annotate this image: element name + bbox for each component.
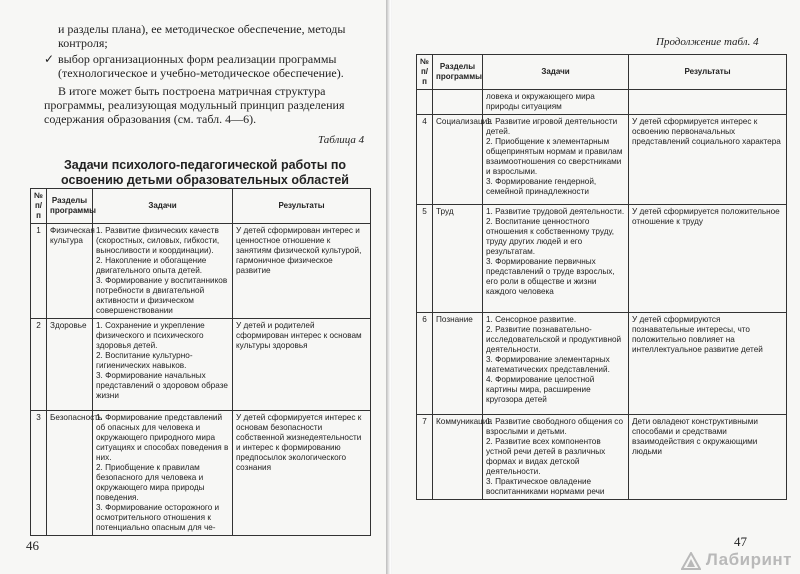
conclusion-paragraph: В итоге может быть построена матричная структура программы, реализующая модульный принцип разделения содержания образования (см. табл. 4—6). xyxy=(44,84,345,126)
task-line: 3. Формирование начальных представлений о здоровом образе жизни xyxy=(96,371,228,400)
table-row xyxy=(31,411,371,536)
paragraph-top: и разделы плана), ее методическое обеспечение, методы контроля; xyxy=(58,22,346,50)
task-line: 1. Развитие трудовой деятельности. xyxy=(486,207,625,216)
header-tasks: Задачи xyxy=(93,189,233,224)
header-num: № п/п xyxy=(417,55,433,90)
row-tasks xyxy=(483,313,629,415)
header-section: Разделы программы xyxy=(47,189,93,224)
table-title: Задачи психолого-педагогической работы по освоению детьми образовательных областей xyxy=(61,158,349,187)
row-section: Познание xyxy=(433,313,483,415)
table-row xyxy=(417,205,787,313)
task-line: 2. Приобщение к элементарным общепринятым нормам и правилам взаимоотношения со сверстниками и взрослыми. xyxy=(486,137,623,176)
task-line: 2. Воспитание культурно-гигиенических навыков. xyxy=(96,351,193,370)
row-num: 1 xyxy=(31,224,47,319)
table-row xyxy=(417,313,787,415)
row-num: 6 xyxy=(417,313,433,415)
header-results: Результаты xyxy=(629,55,787,90)
table-label: Таблица 4 xyxy=(318,134,365,146)
task-line: 1. Развитие игровой деятельности детей. xyxy=(486,117,618,136)
row-num: 5 xyxy=(417,205,433,313)
table-left xyxy=(30,188,371,536)
row-section: Физическая культура xyxy=(47,224,93,319)
watermark-text: Лабиринт xyxy=(705,550,792,569)
row-tasks xyxy=(483,205,629,313)
row-section: Безопасность xyxy=(47,411,93,536)
row-results: У детей и родителей сформирован интерес к основам культуры здоровья xyxy=(233,319,371,411)
header-section: Разделы программы xyxy=(433,55,483,90)
header-num: № п/п xyxy=(31,189,47,224)
task-line: 1. Формирование представлений об опасных для человека и окружающего природного мира ситуациях и способах поведения в них. xyxy=(96,413,229,462)
row-num: 3 xyxy=(31,411,47,536)
task-line: 3. Формирование гендерной, семейной принадлежности xyxy=(486,177,597,196)
header-results: Результаты xyxy=(233,189,371,224)
task-line: 2. Приобщение к правилам безопасного для человека и окружающего мира природы поведения. xyxy=(96,463,205,502)
row-section: Коммуникация xyxy=(433,415,483,500)
task-line: 4. Формирование целостной картины мира, расширение кругозора детей xyxy=(486,375,595,404)
row-results: У детей сформирован интерес и ценностное отношение к занятиям физической культурой, гармоничное физическое развитие xyxy=(233,224,371,319)
task-line: 2. Воспитание ценностного отношения к собственному труду, труду других людей и его результатам. xyxy=(486,217,615,256)
row-num: 7 xyxy=(417,415,433,500)
row-results: У детей сформируются познавательные интересы, что положительно повлияет на интеллектуальное развитие детей xyxy=(629,313,787,415)
table-row xyxy=(417,415,787,500)
row-num: 2 xyxy=(31,319,47,411)
watermark-logo xyxy=(681,550,792,570)
continuation-label: Продолжение табл. 4 xyxy=(656,36,759,48)
bullet-item: ✓ выбор организационных форм реализации программы (технологическое и учебно-методическое обеспечение). xyxy=(58,52,368,80)
task-line: 1. Сохранение и укрепление физического и психического здоровья детей. xyxy=(96,321,205,350)
task-line: 3. Формирование у воспитанников потребности в двигательной активности и физическом совершенствовании xyxy=(96,276,228,315)
table-row xyxy=(31,224,371,319)
task-line: 1. Развитие физических качеств (скоростных, силовых, гибкости, выносливости и координации). xyxy=(96,226,220,255)
task-line: 3. Формирование элементарных математических представлений. xyxy=(486,355,610,374)
table-right xyxy=(416,54,787,500)
table-header-row xyxy=(31,189,371,224)
task-line: 2. Развитие всех компонентов устной речи детей в различных формах и видах детской деятельности. xyxy=(486,437,606,476)
task-line: 1. Развитие свободного общения со взрослыми и детьми. xyxy=(486,417,624,436)
left-page xyxy=(0,0,388,574)
task-line: 3. Формирование первичных представлений о труде взрослых, его роли в обществе и жизни каждого человека xyxy=(486,257,615,296)
row-tasks xyxy=(93,411,233,536)
table-row xyxy=(31,319,371,411)
row-section: Труд xyxy=(433,205,483,313)
row-tasks xyxy=(483,115,629,205)
task-line: 2. Развитие познавательно-исследовательской и продуктивной деятельности. xyxy=(486,325,622,354)
row-tasks xyxy=(93,224,233,319)
table-row xyxy=(417,115,787,205)
header-tasks: Задачи xyxy=(483,55,629,90)
task-line: 1. Сенсорное развитие. xyxy=(486,315,577,324)
row-results: У детей сформируется положительное отношение к труду xyxy=(629,205,787,313)
row-results: У детей сформируется интерес к основам безопасности собственной жизнедеятельности и интерес к формированию предпосылок экологического сознания xyxy=(233,411,371,536)
table-header-row xyxy=(417,55,787,90)
labyrinth-logo-icon xyxy=(681,552,701,570)
table-row-carry-over xyxy=(417,90,787,115)
page-number-right: 47 xyxy=(734,534,747,549)
row-results: Дети овладеют конструктивными способами и средствами взаимодействия с окружающими людьми xyxy=(629,415,787,500)
task-line: 3. Формирование осторожного и осмотрительного отношения к потенциально опасным для че- xyxy=(96,503,220,532)
row-section: Социализация xyxy=(433,115,483,205)
carry-over-text: ловека и окружающего мира природы ситуациям xyxy=(483,90,629,115)
row-num: 4 xyxy=(417,115,433,205)
row-section: Здоровье xyxy=(47,319,93,411)
row-tasks xyxy=(93,319,233,411)
right-page xyxy=(392,0,800,574)
page-number-left: 46 xyxy=(26,538,39,553)
row-results: У детей сформируется интерес к освоению первоначальных представлений социального характера xyxy=(629,115,787,205)
task-line: 3. Практическое овладение воспитанниками нормами речи xyxy=(486,477,605,496)
row-tasks xyxy=(483,415,629,500)
task-line: 2. Накопление и обогащение двигательного опыта детей. xyxy=(96,256,207,275)
